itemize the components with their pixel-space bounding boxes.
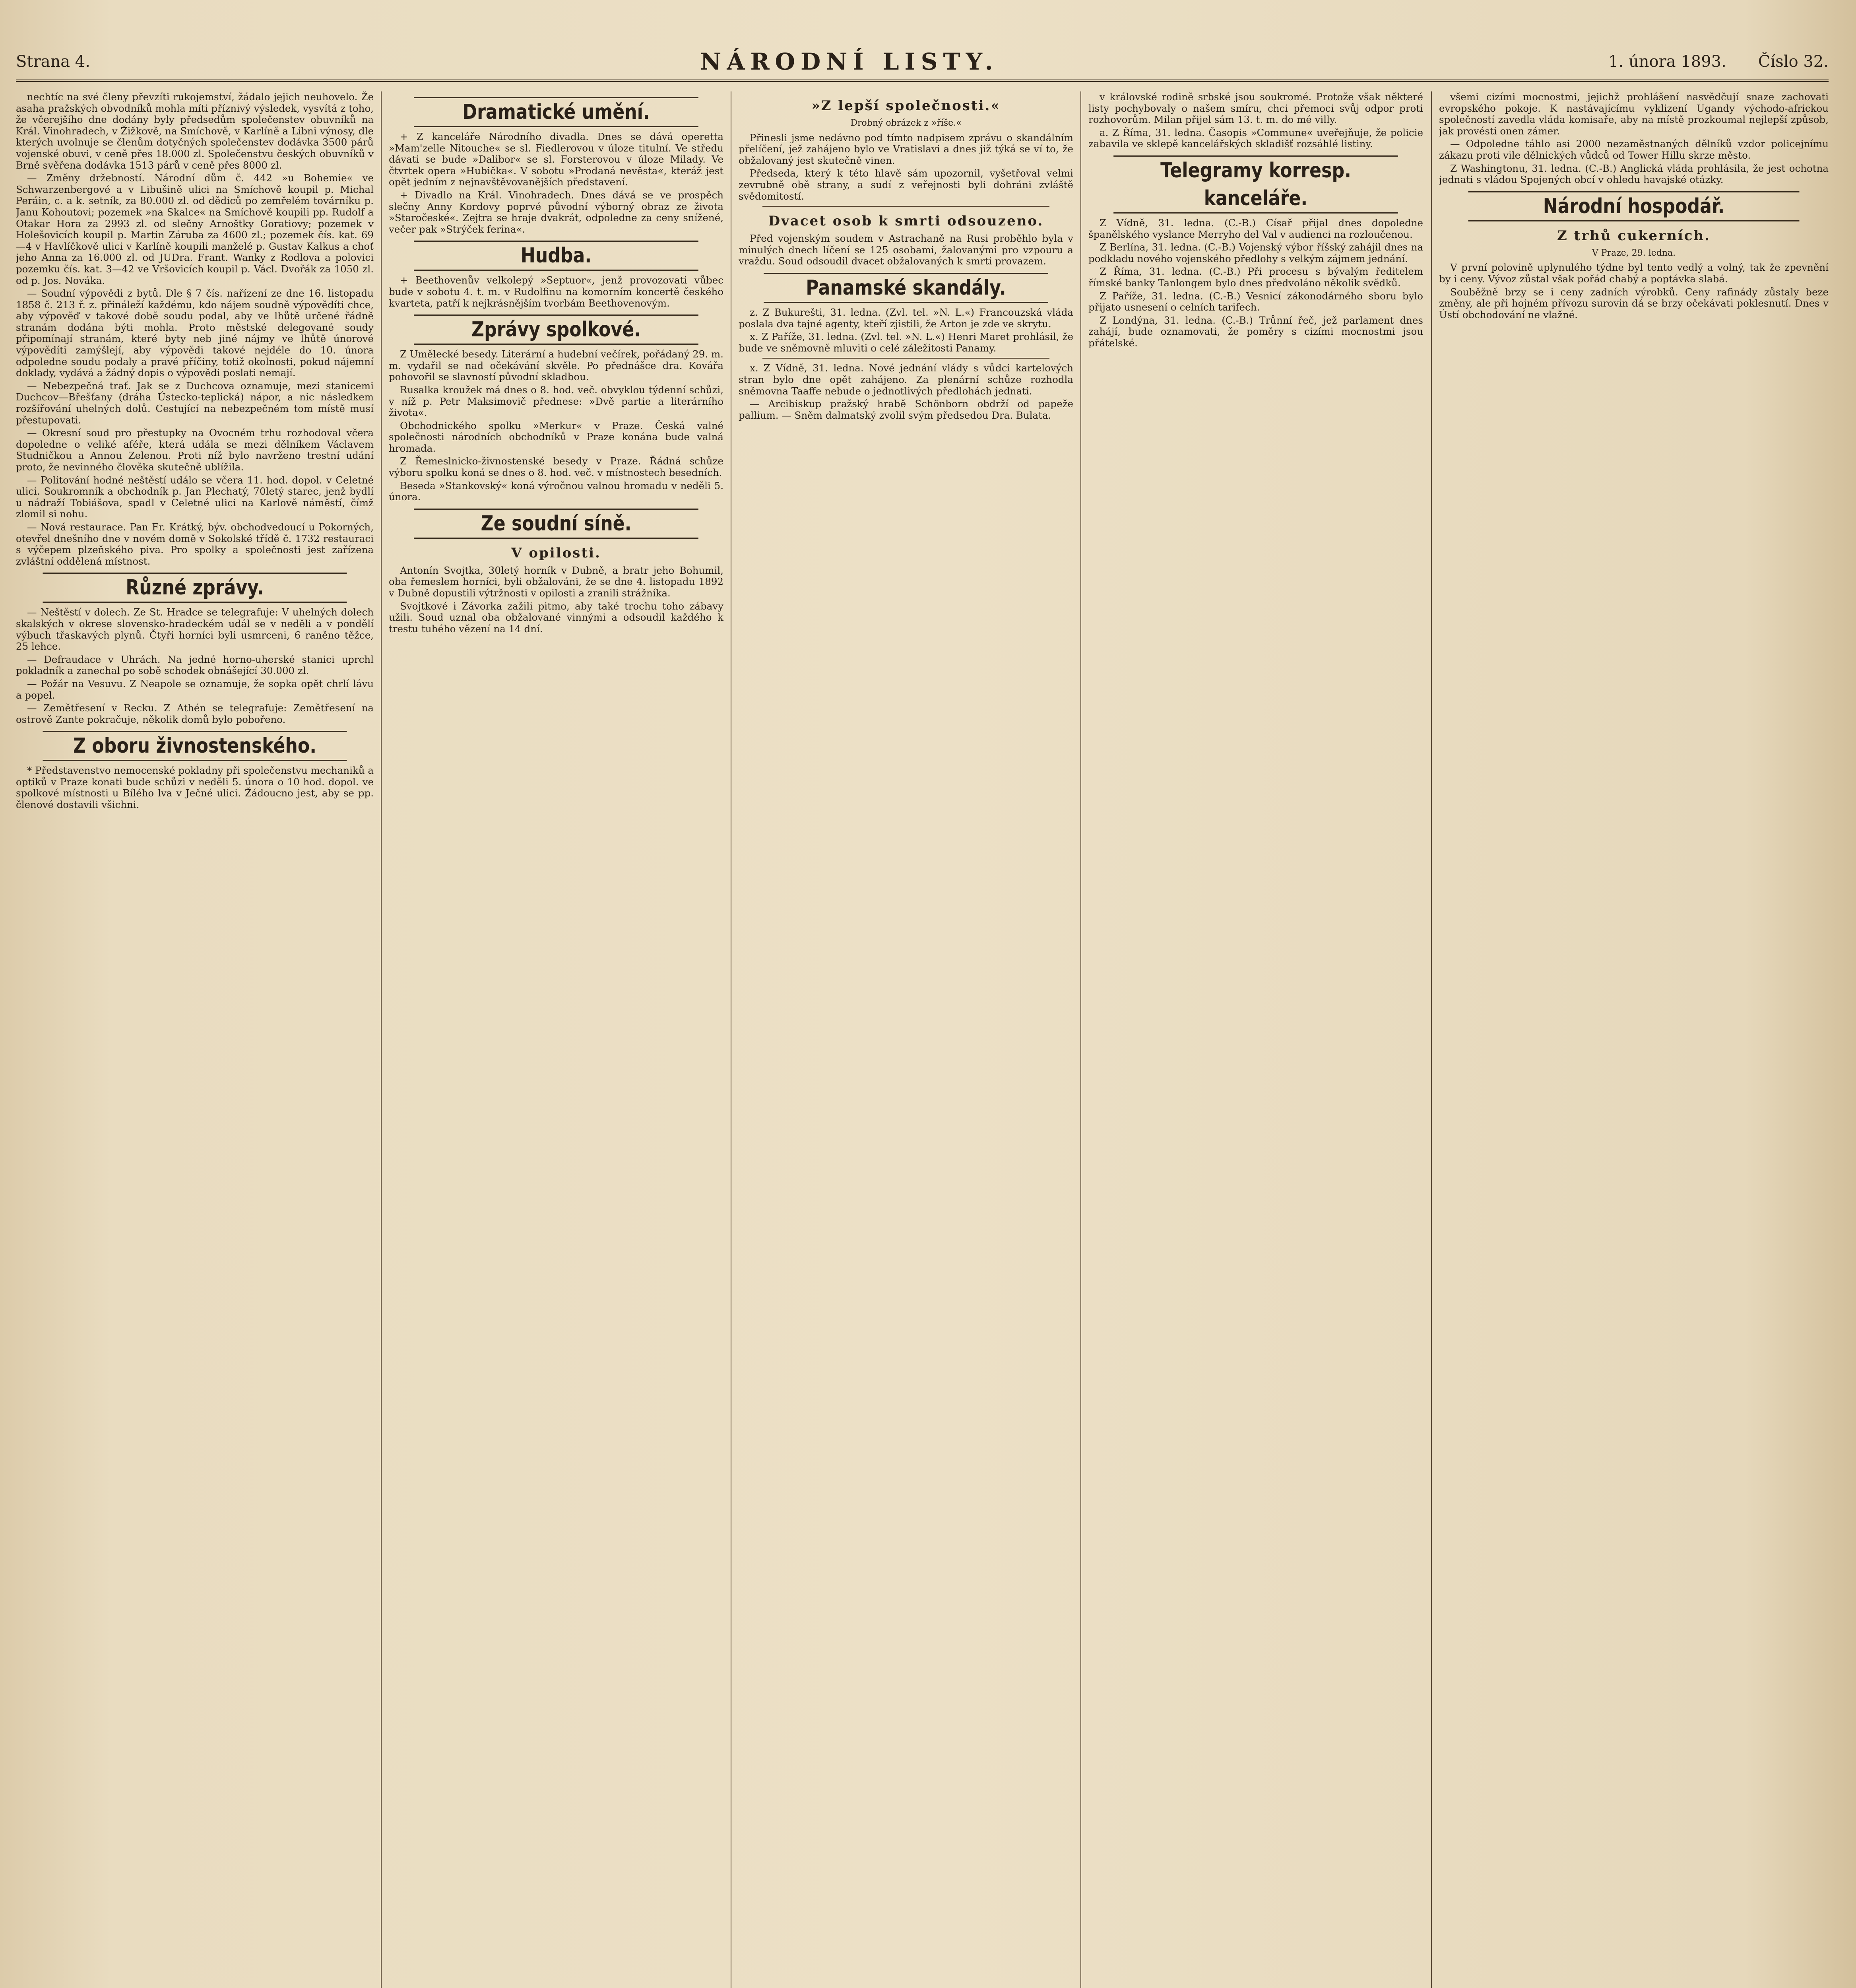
article-paragraph: nechtíc na své členy převzíti rukojemství, žádalo jejich neuhovelo. Že asaha pražských obvodníků mohla míti příznivý výsledek, vysvítá z toho, že včerejšího dne dodány byly předsedům společenstev obuvníků na Král. Vinohradech, v Žižkově, na Smíchově, v Karlíně a Libni výnosy, dle kterých uvolnuje se členům dotyčných společenstev dodávka 3500 párů vojenské obuvi, v ceně přes 18.000 zl. Společenstvu českých obuvníků v Brně svěřena dodávka 1513 párů v ceně přes 8000 zl. xyxy=(16,91,374,171)
column-2 xyxy=(389,91,723,1988)
column-5 xyxy=(1439,91,1829,1988)
article-paragraph: Z Vídně, 31. ledna. (C.-B.) Císař přijal dnes dopoledne španělského vyslance Merryho del Val v audienci na rozloučenou. xyxy=(1088,217,1423,240)
article-paragraph: a. Z Říma, 31. ledna. Časopis »Commune« uveřejňuje, že policie zabavila ve sklepě kancelářských skladišť rozsáhlé listiny. xyxy=(1088,126,1423,150)
article-paragraph: všemi cizími mocnostmi, jejichž prohlášení nasvědčují snaze zachovati evropského pokoje. K nastávajícímu vyklizení Ugandy východo-africkou společností zavedla vláda komisaře, aby na místě prozkoumal nejlepší způsob, jak provésti onen zámer. xyxy=(1439,91,1829,137)
column-1 xyxy=(16,91,374,1988)
article-paragraph: — Odpoledne táhlo asi 2000 nezaměstnaných dělníků vzdor policejnímu zákazu proti vile dělnických vůdců od Tower Hillu skrze město. xyxy=(1439,138,1829,161)
divider xyxy=(762,358,1049,359)
article-paragraph: Z Říma, 31. ledna. (C.-B.) Při procesu s bývalým ředitelem římské banky Tanlongem bylo dnes předvoláno několik svědků. xyxy=(1088,266,1423,289)
article-paragraph: Před vojenským soudem v Astrachaně na Rusi proběhlo byla v minulých dnech líčení se 125 osobami, žalovanými pro vzpouru a vraždu. Soud odsoudil dvacet obžalovaných k smrti provazem. xyxy=(739,233,1073,267)
article-paragraph: Z Londýna, 31. ledna. (C.-B.) Trůnní řeč, jež parlament dnes zahájí, bude oznamovati, že poměry s cizími mocnostmi jsou přátelské. xyxy=(1088,314,1423,349)
section-heading-telegrams: Telegramy korresp. kanceláře. xyxy=(1113,155,1398,214)
article-paragraph: — Okresní soud pro přestupky na Ovocném trhu rozhodoval včera dopoledne o veliké aféře, která udála se mezi dělníkem Václavem Studničkou a Annou Zelenou. Proti níž bylo navrženo trestní udání proto, že nevinného člověka skutečně ublížila. xyxy=(16,427,374,473)
article-paragraph: — Arcibiskup pražský hrabě Schönborn obdrží od papeže pallium. — Sněm dalmatský zvolil svým předsedou Dra. Bulata. xyxy=(739,398,1073,421)
article-paragraph: * Představenstvo nemocenské pokladny při společenstvu mechaniků a optiků v Praze konati bude schůzi v neděli 5. února o 10 hod. dopol. ve spolkové místnosti u Bílého lva v Ječné ulici. Žádoucno jest, aby se pp. členové dostavili všichni. xyxy=(16,765,374,811)
byline: Drobný obrázek z »říše.« xyxy=(850,118,962,128)
article-paragraph: — Nová restaurace. Pan Fr. Krátký, býv. obchodvedoucí u Pokorných, otevřel dnešního dne v novém domě v Sokolské třídě č. 1732 restauraci s výčepem plzeňského piva. Pro spolky a společnosti jest zařízena zvláštní oddělená místnost. xyxy=(16,521,374,567)
article-paragraph: z. Z Bukurešti, 31. ledna. (Zvl. tel. »N. L.«) Francouzská vláda poslala dva tajné agenty, kteří zjistili, že Arton je zde ve skrytu. xyxy=(739,306,1073,330)
heading-sugar-markets: Z trhů cukerních. xyxy=(1557,227,1711,244)
article-paragraph: — Defraudace v Uhrách. Na jedné horno-uherské stanici uprchl pokladník a zanechal po sobě schodek obnášející 30.000 zl. xyxy=(16,653,374,677)
divider xyxy=(762,206,1049,207)
article-paragraph: — Nebezpečná trať. Jak se z Duchcova oznamuje, mezi stanicemi Duchcov—Břešťany (dráha Ústecko-teplická) nápor, a nic následkem rozšířování uhelných dolů. Cestující na nebezpečném tom místě musí přestupovati. xyxy=(16,380,374,426)
section-heading-clubs: Zprávy spolkové. xyxy=(414,315,698,345)
heading-death-sentences: Dvacet osob k smrti odsouzeno. xyxy=(768,213,1044,229)
article-paragraph: Předseda, který k této hlavě sám upozornil, vyšetřoval velmi zevrubně obě strany, a sudí z veřejnosti byli dohráni zvláště svědomitostí. xyxy=(739,167,1073,202)
article-paragraph: — Požár na Vesuvu. Z Neapole se oznamuje, že sopka opět chrlí lávu a popel. xyxy=(16,678,374,701)
issue-date: 1. února 1893. xyxy=(1608,52,1726,71)
article-paragraph: x. Z Vídně, 31. ledna. Nové jednání vlády s vůdci kartelových stran bylo dne opět zahájeno. Za plenární schůze rozhodla sněmovna Taaffe nebude o jednotlivých předlohách jednati. xyxy=(739,362,1073,397)
column-rule xyxy=(1080,91,1081,1988)
article-paragraph: Přinesli jsme nedávno pod tímto nadpisem zprávu o skandálním přelíčení, jež zahájeno bylo ve Vratislavi a dnes již týká se ví to, že obžalovaný jest skutečně vinen. xyxy=(739,132,1073,166)
article-paragraph: Obchodnického spolku »Merkur« v Praze. Česká valné společnosti národních obchodníků v Praze konána bude valná hromada. xyxy=(389,419,723,454)
article-paragraph: + Divadlo na Král. Vinohradech. Dnes dává se ve prospěch slečny Anny Kordovy poprvé původní výborný obraz ze života »Staročeské«. Zejtra se hraje dvakrát, odpoledne za ceny snížené, večer pak »Strýček ferina«. xyxy=(389,189,723,235)
issue-number: Číslo 32. xyxy=(1758,52,1829,71)
column-rule xyxy=(381,91,382,1988)
heading-better-society: »Z lepší společnosti.« xyxy=(811,98,1001,114)
article-paragraph: — Politování hodné neštěstí událo se včera 11. hod. dopol. v Celetné ulici. Soukromník a obchodník p. Jan Plechatý, 70letý starec, jenž bydlí u nádraží Tobiášova, spadl v Celetné ulici na Karlově náměstí, čímž zlomil si nohu. xyxy=(16,474,374,520)
column-rule xyxy=(1431,91,1432,1988)
column-3 xyxy=(739,91,1073,1988)
section-heading-dramatic: Dramatické umění. xyxy=(414,97,698,127)
section-heading-economy: Národní hospodář. xyxy=(1468,191,1800,221)
article-paragraph: Svojtkové i Závorka zažili pitmo, aby také trochu toho zábavy užili. Soud uznal oba obžalované vinnými a odsoudil každého k trestu tuhého vězení na 14 dní. xyxy=(389,600,723,635)
article-paragraph: Rusalka kroužek má dnes o 8. hod. več. obvyklou týdenní schůzi, v níž p. Petr Maksimovič přednese: »Dvě partie a literárního života«. xyxy=(389,384,723,419)
page-label: Strana 4. xyxy=(16,52,90,71)
article-paragraph: Antonín Svojtka, 30letý horník v Dubně, a bratr jeho Bohumil, oba řemeslem horníci, byli obžalováni, že se dne 4. listopadu 1892 v Dubně dopustili výtržnosti v opilosti a zranili strážníka. xyxy=(389,564,723,599)
article-paragraph: Z Řemeslnicko-živnostenské besedy v Praze. Řádná schůze výboru spolku koná se dnes o 8. hod. več. v místnostech besedních. xyxy=(389,455,723,479)
byline: V Praze, 29. ledna. xyxy=(1592,248,1676,258)
article-paragraph: — Soudní výpovědi z bytů. Dle § 7 čís. nařízení ze dne 16. listopadu 1858 č. 213 ř. z. přináleží každému, kdo nájem soudně výpovědíti chce, aby výpověď v takové době soudu podal, aby ve lhůtě určené řádně stranám dodána býti mohla. Proto městské delegované soudy připomínají stranám, které byty neb jiné nájmy ve lhůtě únorové výpovědíti zamýšlejí, aby výpovědi takové nejdéle do 10. února odpoledne soudu podaly a pravé příčiny, totiž okolnosti, pokud nájemní doklady, vydává a žádný dopis o výpovědi poslati nemají. xyxy=(16,287,374,379)
article-paragraph: Z Washingtonu, 31. ledna. (C.-B.) Anglická vláda prohlásila, že jest ochotna jednati s vládou Spojených obcí v ohledu havajské otázky. xyxy=(1439,162,1829,186)
article-paragraph: — Neštěstí v dolech. Ze St. Hradce se telegrafuje: V uhelných dolech skalských v okrese slovensko-hradeckém udál se v neděli a v pondělí výbuch třaskavých plynů. Čtyři horníci byli usmrceni, 6 raněno těžce, 25 lehce. xyxy=(16,606,374,652)
article-paragraph: + Beethovenův velkolepý »Septuor«, jenž provozovati vůbec bude v sobotu 4. t. m. v Rudolfinu na komorním koncertě českého kvarteta, patří k nejkrásnějším tvorbám Beethovenovým. xyxy=(389,274,723,309)
article-paragraph: — Změny držebností. Národní dům č. 442 »u Bohemie« ve Schwarzenbergové a v Libušině ulici na Smíchově koupil p. Michal Peráin, c. a k. setník, za 80.000 zl. od dědiců po zemřelém továrníku p. Janu Kohoutovi; pozemek »na Skalce« na Smíchově koupili pp. Rudolf a Otakar Hora za 2993 zl. od slečny Arnoštky Goratiovy; pozemek v Holešovicích koupil p. Martin Záruba za 4600 zl.; pozemek čís. kat. 69—4 v Havlíčkově ulici v Karlíně koupili manželé p. Gustav Kalkus a choť jeho Anna za 16.000 zl. od JUDra. Frant. Wanky z Rodlova a polovici pozemku čís. kat. 3—42 ve Vršovicích koupil p. Václ. Dvořák za 1050 zl. od p. Jos. Nováka. xyxy=(16,172,374,286)
article-paragraph: V první polovině uplynulého týdne byl tento vedlý a volný, tak že zpevnění by i ceny. Vývoz zůstal však pořád chabý a poptávka slabá. xyxy=(1439,262,1829,285)
article-paragraph: — Zemětřesení v Recku. Z Athén se telegrafuje: Zemětřesení na ostrově Zante pokračuje, několik domů bylo pobořeno. xyxy=(16,702,374,725)
column-4 xyxy=(1088,91,1423,1988)
article-paragraph: Z Umělecké besedy. Literární a hudební večírek, pořádaný 29. m. m. vydařil se nad očekávání skvěle. Po přednášce dra. Kovářa pohovořil se slavností původní skladbou. xyxy=(389,348,723,383)
section-heading-misc: Různé zprávy. xyxy=(43,573,347,603)
article-paragraph: Z Paříže, 31. ledna. (C.-B.) Vesnicí zákonodárného sboru bylo přijato usnesení o celních tarifech. xyxy=(1088,290,1423,313)
article-paragraph: Souběžně brzy se i ceny zadních výrobků. Ceny rafinády zůstaly beze změny, ale při hojném přívozu surovin dá se brzy očekávati poklesnutí. Dnes v Ústí obchodování ne vlažné. xyxy=(1439,286,1829,320)
article-paragraph: Beseda »Stankovský« koná výročnou valnou hromadu v neděli 5. února. xyxy=(389,480,723,503)
subheading-court: V opilosti. xyxy=(511,545,601,561)
masthead xyxy=(16,44,1829,82)
article-paragraph: + Z kanceláře Národního divadla. Dnes se dává operetta »Mam'zelle Nitouche« se sl. Fiedlerovou v úloze titulní. Ve středu dávati se bude »Dalibor« se sl. Forsterovou v úloze Milady. Ve čtvrtek opera »Hubička«. V sobotu »Prodaná nevěsta«, kteráž jest opět jedním z nejnavštěvovanějších představení. xyxy=(389,131,723,188)
article-paragraph: x. Z Paříže, 31. ledna. (Zvl. tel. »N. L.«) Henri Maret prohlásil, že bude ve sněmovně mluviti o celé záležitosti Panamy. xyxy=(739,331,1073,354)
article-paragraph: Z Berlína, 31. ledna. (C.-B.) Vojenský výbor říšský zahájil dnes na podkladu nového vojenského předlohy s velkým zájmem jednání. xyxy=(1088,241,1423,264)
newspaper-title: NÁRODNÍ LISTY. xyxy=(700,48,999,75)
section-heading-trade: Z oboru živnostenského. xyxy=(43,731,347,761)
section-heading-music: Hudba. xyxy=(414,241,698,271)
section-heading-court: Ze soudní síně. xyxy=(414,509,698,539)
section-heading-panama: Panamské skandály. xyxy=(764,273,1048,303)
article-paragraph: v královské rodině srbské jsou soukromé. Protože však některé listy pochybovaly o našem smíru, chci přemoci svůj odpor proti rozhovorům. Milan přijel sám 13. t. m. do mé villy. xyxy=(1088,91,1423,126)
